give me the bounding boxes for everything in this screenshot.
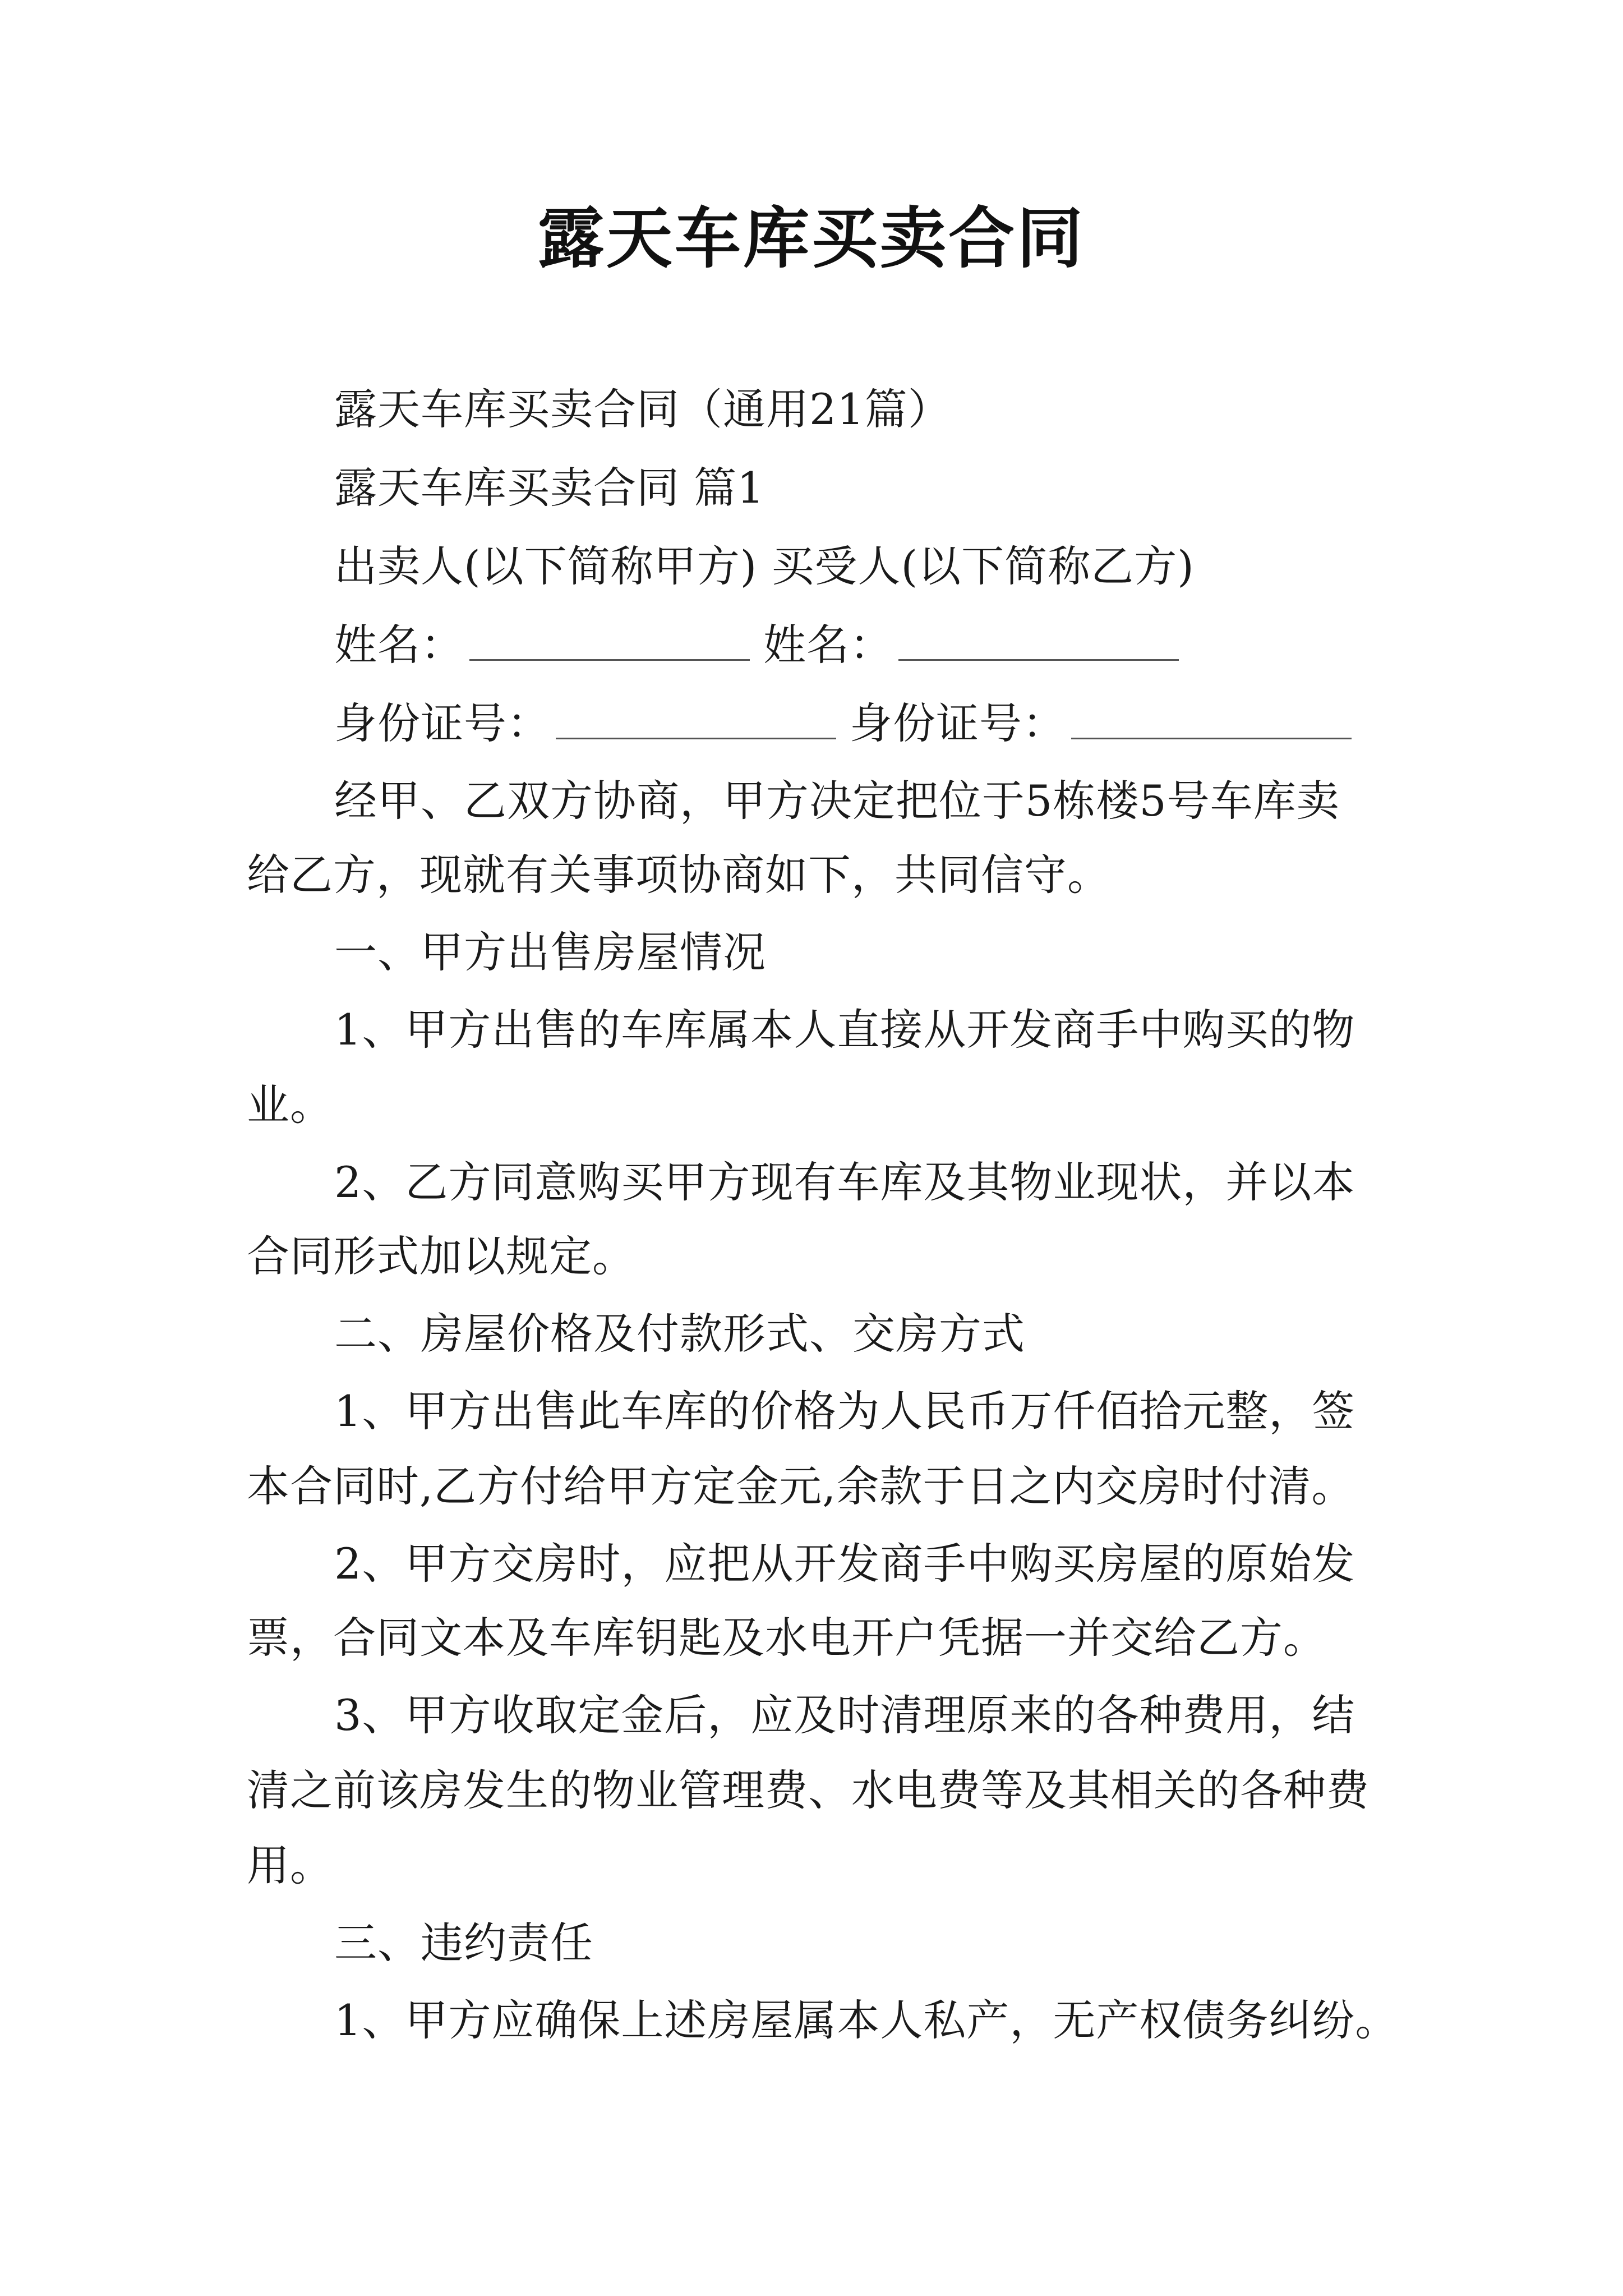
id-label-buyer: 身份证号： (850, 698, 1066, 748)
name-row (334, 617, 1192, 673)
paragraph-line: 2、甲方交房时，应把从开发商手中购买房屋的原始发 (334, 1539, 1355, 1589)
document-subtitle: 露天车库买卖合同（通用21篇） (334, 384, 951, 434)
paragraph-line: 业。 (247, 1080, 333, 1130)
paragraph-line: 1、甲方应确保上述房屋属本人私产，无产权债务纠纷。 (334, 1995, 1399, 2045)
paragraph-line: 3、甲方收取定金后，应及时清理原来的各种费用，结 (334, 1690, 1355, 1740)
paragraph-line: 2、乙方同意购买甲方现有车库及其物业现状，并以本 (334, 1157, 1355, 1207)
name-label-buyer: 姓名： (763, 620, 893, 670)
seller-name-field (469, 625, 750, 661)
paragraph-line: 1、甲方出售此车库的价格为人民币万仟佰拾元整，签 (334, 1386, 1355, 1436)
section-heading-3: 三、违约责任 (334, 1918, 593, 1968)
buyer-id-field (1071, 704, 1352, 739)
name-label-seller: 姓名： (334, 620, 464, 670)
paragraph-line: 本合同时,乙方付给甲方定金元,余款于日之内交房时付清。 (247, 1461, 1355, 1511)
paragraph-line: 给乙方，现就有关事项协商如下，共同信守。 (247, 850, 1110, 900)
parties-line: 出卖人(以下简称甲方) 买受人(以下简称乙方) (334, 541, 1195, 591)
section-heading-2: 二、房屋价格及付款形式、交房方式 (334, 1309, 1025, 1359)
paragraph-line: 1、甲方出售的车库属本人直接从开发商手中购买的物 (334, 1005, 1355, 1055)
seller-id-field (556, 704, 836, 739)
document-title: 露天车库买卖合同 (537, 199, 1085, 277)
paragraph-line: 经甲、乙双方协商，甲方决定把位于5栋楼5号车库卖 (334, 776, 1340, 826)
chapter-heading: 露天车库买卖合同 篇1 (334, 463, 765, 513)
paragraph-line: 合同形式加以规定。 (247, 1231, 635, 1281)
id-label-seller: 身份证号： (334, 698, 550, 748)
paragraph-line: 票，合同文本及车库钥匙及水电开户凭据一并交给乙方。 (247, 1613, 1326, 1663)
paragraph-line: 清之前该房发生的物业管理费、水电费等及其相关的各种费 (247, 1765, 1370, 1815)
id-row (334, 696, 1365, 752)
paragraph-line: 用。 (247, 1841, 333, 1890)
buyer-name-field (898, 625, 1179, 661)
section-heading-1: 一、甲方出售房屋情况 (334, 927, 766, 977)
